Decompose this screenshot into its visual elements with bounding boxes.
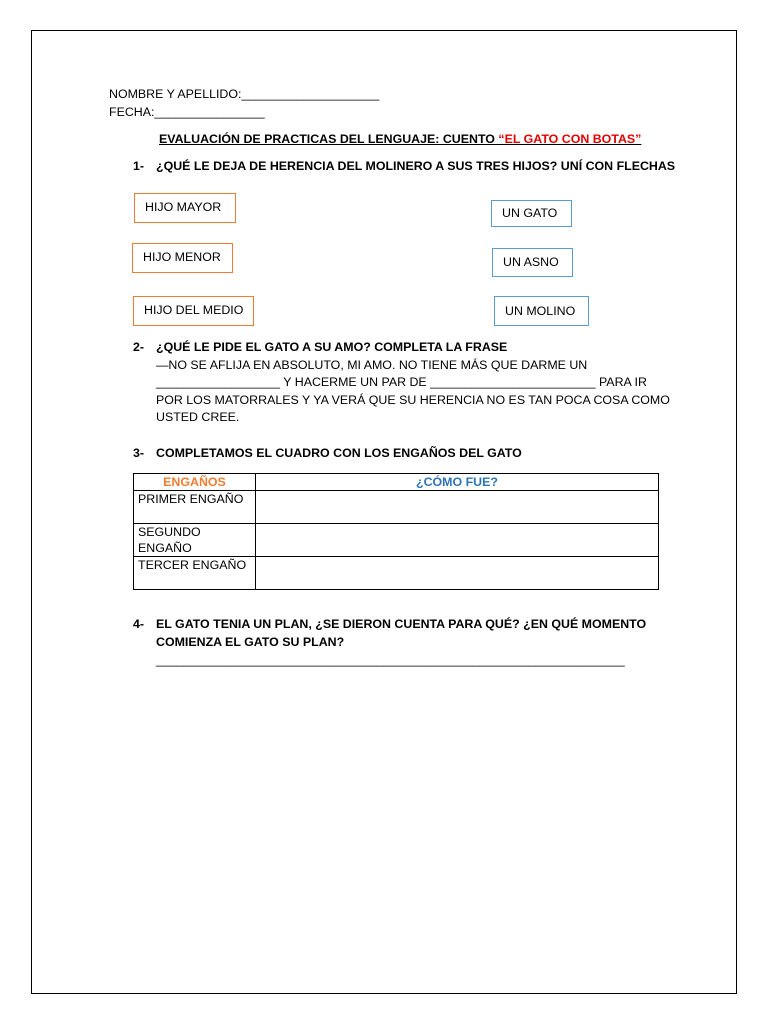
right-box-un-asno: UN ASNO <box>492 248 573 277</box>
table-row <box>134 524 659 557</box>
q2-line-2: __________________ Y HACERME UN PAR DE ________________________ PARA IR <box>156 375 647 389</box>
date-field: FECHA:________________ <box>109 105 265 119</box>
row-label-primer: PRIMER ENGAÑO <box>134 491 256 524</box>
name-field: NOMBRE Y APELLIDO:____________________ <box>109 87 380 101</box>
q4-line-2: COMIENZA EL GATO SU PLAN? <box>156 635 345 649</box>
table-row <box>134 557 659 590</box>
q2-text: ¿QUÉ LE PIDE EL GATO A SU AMO? COMPLETA LA FRASE <box>156 340 508 354</box>
story-title: “EL GATO CON BOTAS” <box>498 132 642 146</box>
row-label-segundo: SEGUNDO ENGAÑO <box>134 524 256 557</box>
deceits-table <box>133 473 659 590</box>
q1-text: ¿QUÉ LE DEJA DE HERENCIA DEL MOLINERO A SUS TRES HIJOS? UNÍ CON FLECHAS <box>156 159 676 173</box>
title-prefix: EVALUACIÓN DE PRACTICAS DEL LENGUAJE: CUENTO <box>159 132 499 146</box>
answer-cell-segundo[interactable] <box>256 524 659 557</box>
q2-line-3: POR LOS MATORRALES Y YA VERÁ QUE SU HERENCIA NO ES TAN POCA COSA COMO <box>156 393 670 407</box>
right-box-un-gato: UN GATO <box>491 200 572 227</box>
header-como-fue: ¿CÓMO FUE? <box>256 474 659 491</box>
row-label-tercer: TERCER ENGAÑO <box>134 557 256 590</box>
header-enganos: ENGAÑOS <box>134 474 256 491</box>
q4-answer-line[interactable]: ____________________________________________________________________ <box>156 653 625 667</box>
q3-text: COMPLETAMOS EL CUADRO CON LOS ENGAÑOS DEL GATO <box>156 446 522 460</box>
table-row <box>134 491 659 524</box>
q2-line-1: —NO SE AFLIJA EN ABSOLUTO, MI AMO. NO TIENE MÁS QUE DARME UN <box>156 358 588 372</box>
answer-cell-primer[interactable] <box>256 491 659 524</box>
q4-line-1: EL GATO TENIA UN PLAN, ¿SE DIERON CUENTA PARA QUÉ? ¿EN QUÉ MOMENTO <box>156 617 647 631</box>
left-box-hijo-del-medio: HIJO DEL MEDIO <box>133 296 254 326</box>
left-box-hijo-mayor: HIJO MAYOR <box>134 193 236 223</box>
q2-line-4: USTED CREE. <box>156 410 240 424</box>
worksheet-title <box>159 131 641 147</box>
table-header-row <box>134 474 659 491</box>
right-box-un-molino: UN MOLINO <box>494 296 589 326</box>
answer-cell-tercer[interactable] <box>256 557 659 590</box>
left-box-hijo-menor: HIJO MENOR <box>132 243 233 273</box>
q2-number: 2- <box>133 340 145 354</box>
q1-number: 1- <box>133 159 145 173</box>
q4-number: 4- <box>133 617 145 631</box>
q3-number: 3- <box>133 446 145 460</box>
